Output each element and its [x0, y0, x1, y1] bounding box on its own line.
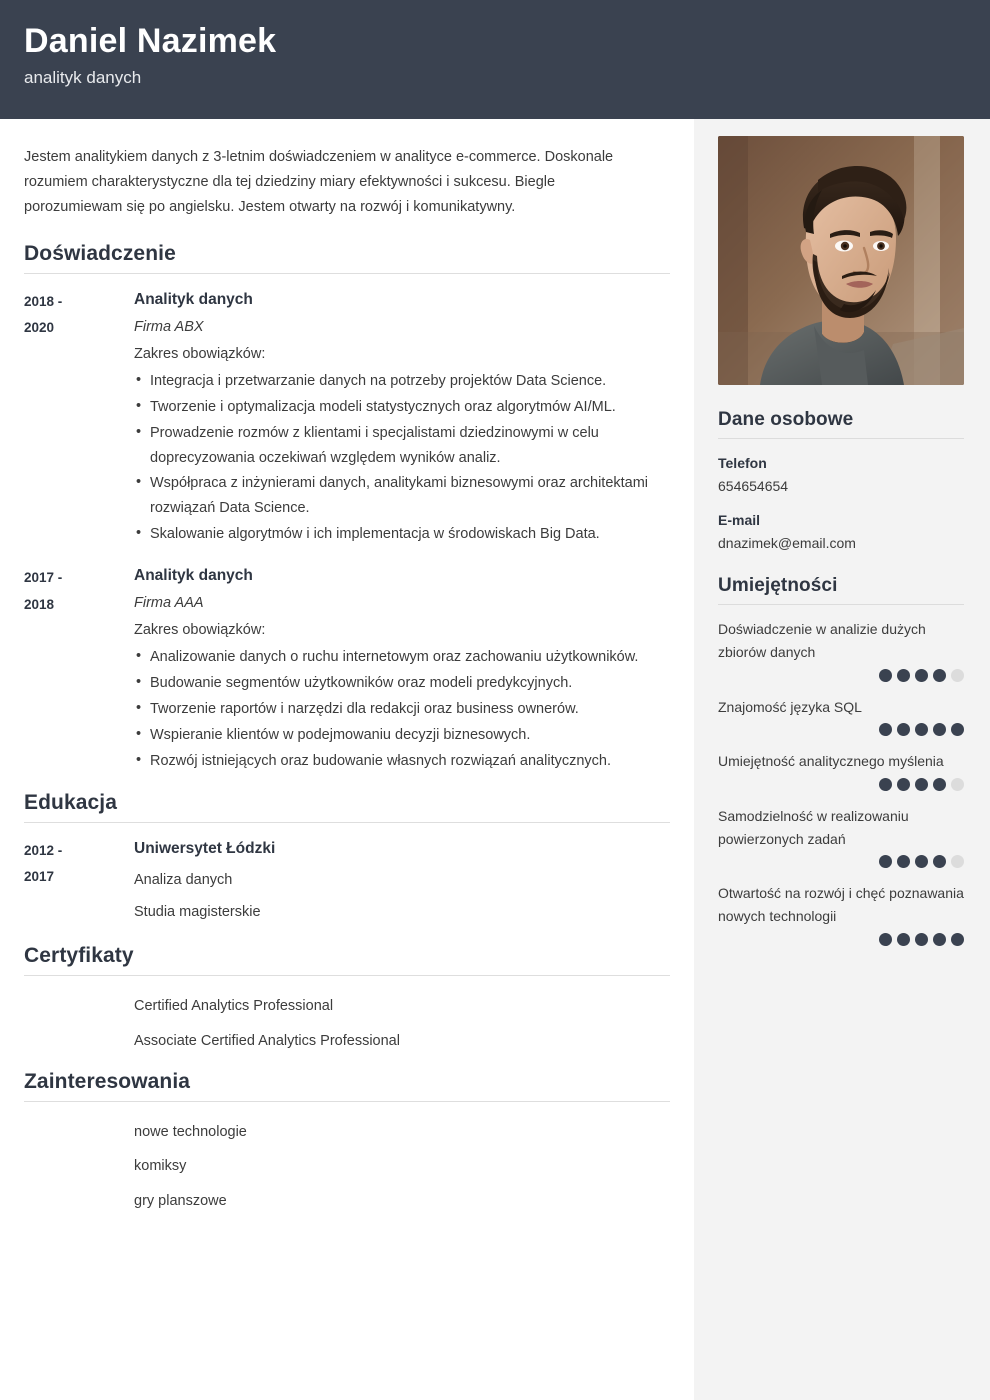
skill-rating [718, 723, 964, 736]
experience-entry [24, 564, 670, 775]
page-title: Daniel Nazimek [24, 22, 277, 60]
main-column [0, 119, 694, 1400]
list-item-label: Associate Certified Analytics Professional [134, 1033, 400, 1050]
professional-summary: Jestem analitykiem danych z 3-letnim doświadczeniem w analityce e-commerce. Doskonale rozumiem charakterystyczne dla tej dziedziny miary efektywności i sukcesu. Biegle porozumiewam się po angielsku. Jestem otwarty na rozwój i komunikatywny. [24, 149, 614, 215]
duty-item: • Analizowanie danych o ruchu internetowym oraz zachowaniu użytkowników. [134, 645, 670, 670]
section [24, 242, 670, 775]
list-item [24, 1116, 670, 1149]
rating-dot-filled [915, 723, 928, 736]
skills-section [718, 575, 964, 945]
rating-dot-filled [933, 778, 946, 791]
phone-label: Telefon [718, 455, 767, 471]
duties-label: Zakres obowiązków: [134, 622, 266, 639]
entry-date-to: 2018 [24, 596, 55, 612]
rating-dot-filled [897, 778, 910, 791]
date-spacer [24, 1025, 134, 1058]
date-spacer [24, 1116, 134, 1149]
entry-date-from: 2018 - [24, 293, 63, 309]
rating-dot-filled [879, 855, 892, 868]
entry-date-to: 2017 [24, 869, 55, 885]
entry-title: Uniwersytet Łódzki [134, 839, 276, 857]
rating-dot-filled [897, 855, 910, 868]
entry-body [134, 564, 670, 775]
entry-body [134, 837, 670, 929]
list-item-label: nowe technologie [134, 1123, 247, 1140]
education-degree: Studia magisterskie [134, 903, 261, 920]
profile-photo [718, 136, 964, 385]
sidebar-column [694, 119, 990, 1400]
skill-item [718, 618, 964, 681]
personal-data-section [718, 409, 964, 555]
entry-date-range [24, 564, 134, 775]
skill-name: Otwartość na rozwój i chęć poznawania nowych technologii [718, 885, 964, 925]
section [24, 1070, 670, 1218]
list-item-label: gry planszowe [134, 1192, 227, 1209]
rating-dot-filled [879, 669, 892, 682]
section-title: Zainteresowania [24, 1070, 670, 1102]
rating-dot-filled [897, 933, 910, 946]
rating-dot-filled [933, 933, 946, 946]
rating-dot-filled [951, 933, 964, 946]
rating-dot-filled [879, 778, 892, 791]
duties-list [134, 369, 670, 548]
main-sections [24, 242, 670, 1218]
duties-list [134, 645, 670, 774]
experience-entry [24, 288, 670, 548]
list-item-label: komiksy [134, 1158, 187, 1175]
rating-dot-filled [897, 669, 910, 682]
entry-date-from: 2012 - [24, 842, 63, 858]
section-title: Edukacja [24, 791, 670, 823]
email-label: E-mail [718, 512, 761, 529]
skills-list [718, 618, 964, 945]
rating-dot-filled [933, 855, 946, 868]
rating-dot-empty [951, 855, 964, 868]
skill-rating [718, 669, 964, 682]
rating-dot-empty [951, 778, 964, 791]
list-item [24, 990, 670, 1023]
duty-item: • Tworzenie raportów i narzędzi dla redakcji oraz business ownerów. [134, 697, 670, 722]
list-item [24, 1150, 670, 1183]
entry-date-from: 2017 - [24, 570, 63, 586]
education-field: Analiza danych [134, 871, 233, 888]
skill-item [718, 882, 964, 945]
resume-body [0, 119, 990, 1400]
rating-dot-filled [915, 778, 928, 791]
resume-header [0, 0, 990, 119]
section [24, 944, 670, 1057]
duty-item: • Skalowanie algorytmów i ich implementacja w środowiskach Big Data. [134, 522, 670, 547]
duty-item: • Integracja i przetwarzanie danych na potrzeby projektów Data Science. [134, 369, 670, 394]
skill-item [718, 696, 964, 737]
entry-date-range [24, 288, 134, 548]
date-spacer [24, 1185, 134, 1218]
skill-item [718, 805, 964, 868]
rating-dot-filled [933, 723, 946, 736]
entry-company: Firma ABX [134, 318, 204, 335]
skill-item [718, 750, 964, 791]
date-spacer [24, 1150, 134, 1183]
phone-value: 654654654 [718, 478, 789, 495]
skill-rating [718, 855, 964, 868]
duty-item: • Rozwój istniejących oraz budowanie własnych rozwiązań analitycznych. [134, 749, 670, 774]
entry-date-range [24, 837, 134, 929]
rating-dot-filled [915, 855, 928, 868]
personal-data-title: Dane osobowe [718, 409, 964, 439]
skill-rating [718, 933, 964, 946]
section [24, 791, 670, 929]
rating-dot-filled [897, 723, 910, 736]
rating-dot-filled [915, 669, 928, 682]
rating-dot-empty [951, 669, 964, 682]
list-item [24, 1185, 670, 1218]
skill-rating [718, 778, 964, 791]
experience-entry [24, 837, 670, 929]
entry-date-to: 2020 [24, 320, 55, 336]
rating-dot-filled [933, 669, 946, 682]
duty-item: • Prowadzenie rozmów z klientami i specjalistami dziedzinowymi w celu doprecyzowania oczekiwań względem wyników analiz. [134, 421, 670, 471]
duties-label: Zakres obowiązków: [134, 345, 266, 362]
skill-name: Samodzielność w realizowaniu powierzonych zadań [718, 808, 909, 847]
header-subtitle: analityk danych [24, 68, 142, 88]
entry-title: Analityk danych [134, 567, 253, 585]
date-spacer [24, 990, 134, 1023]
skill-name: Umiejętność analitycznego myślenia [718, 753, 944, 770]
duty-item: • Tworzenie i optymalizacja modeli statystycznych oraz algorytmów AI/ML. [134, 395, 670, 420]
skill-name: Znajomość języka SQL [718, 698, 862, 715]
skills-title: Umiejętności [718, 575, 964, 605]
duty-item: • Wspieranie klientów w podejmowaniu decyzji biznesowych. [134, 723, 670, 748]
section-title: Doświadczenie [24, 242, 670, 274]
entry-title: Analityk danych [134, 290, 253, 308]
list-item [24, 1025, 670, 1058]
rating-dot-filled [879, 933, 892, 946]
duty-item: • Współpraca z inżynierami danych, analitykami biznesowymi oraz architektami rozwiązań Data Science. [134, 471, 670, 521]
duty-item: • Budowanie segmentów użytkowników oraz modeli predykcyjnych. [134, 671, 670, 696]
skill-name: Doświadczenie w analizie dużych zbiorów danych [718, 621, 926, 661]
entry-company: Firma AAA [134, 595, 204, 612]
section-title: Certyfikaty [24, 944, 670, 976]
rating-dot-filled [879, 723, 892, 736]
entry-body [134, 288, 670, 548]
rating-dot-filled [915, 933, 928, 946]
rating-dot-filled [951, 723, 964, 736]
list-item-label: Certified Analytics Professional [134, 998, 334, 1015]
email-value: dnazimek@email.com [718, 535, 856, 552]
